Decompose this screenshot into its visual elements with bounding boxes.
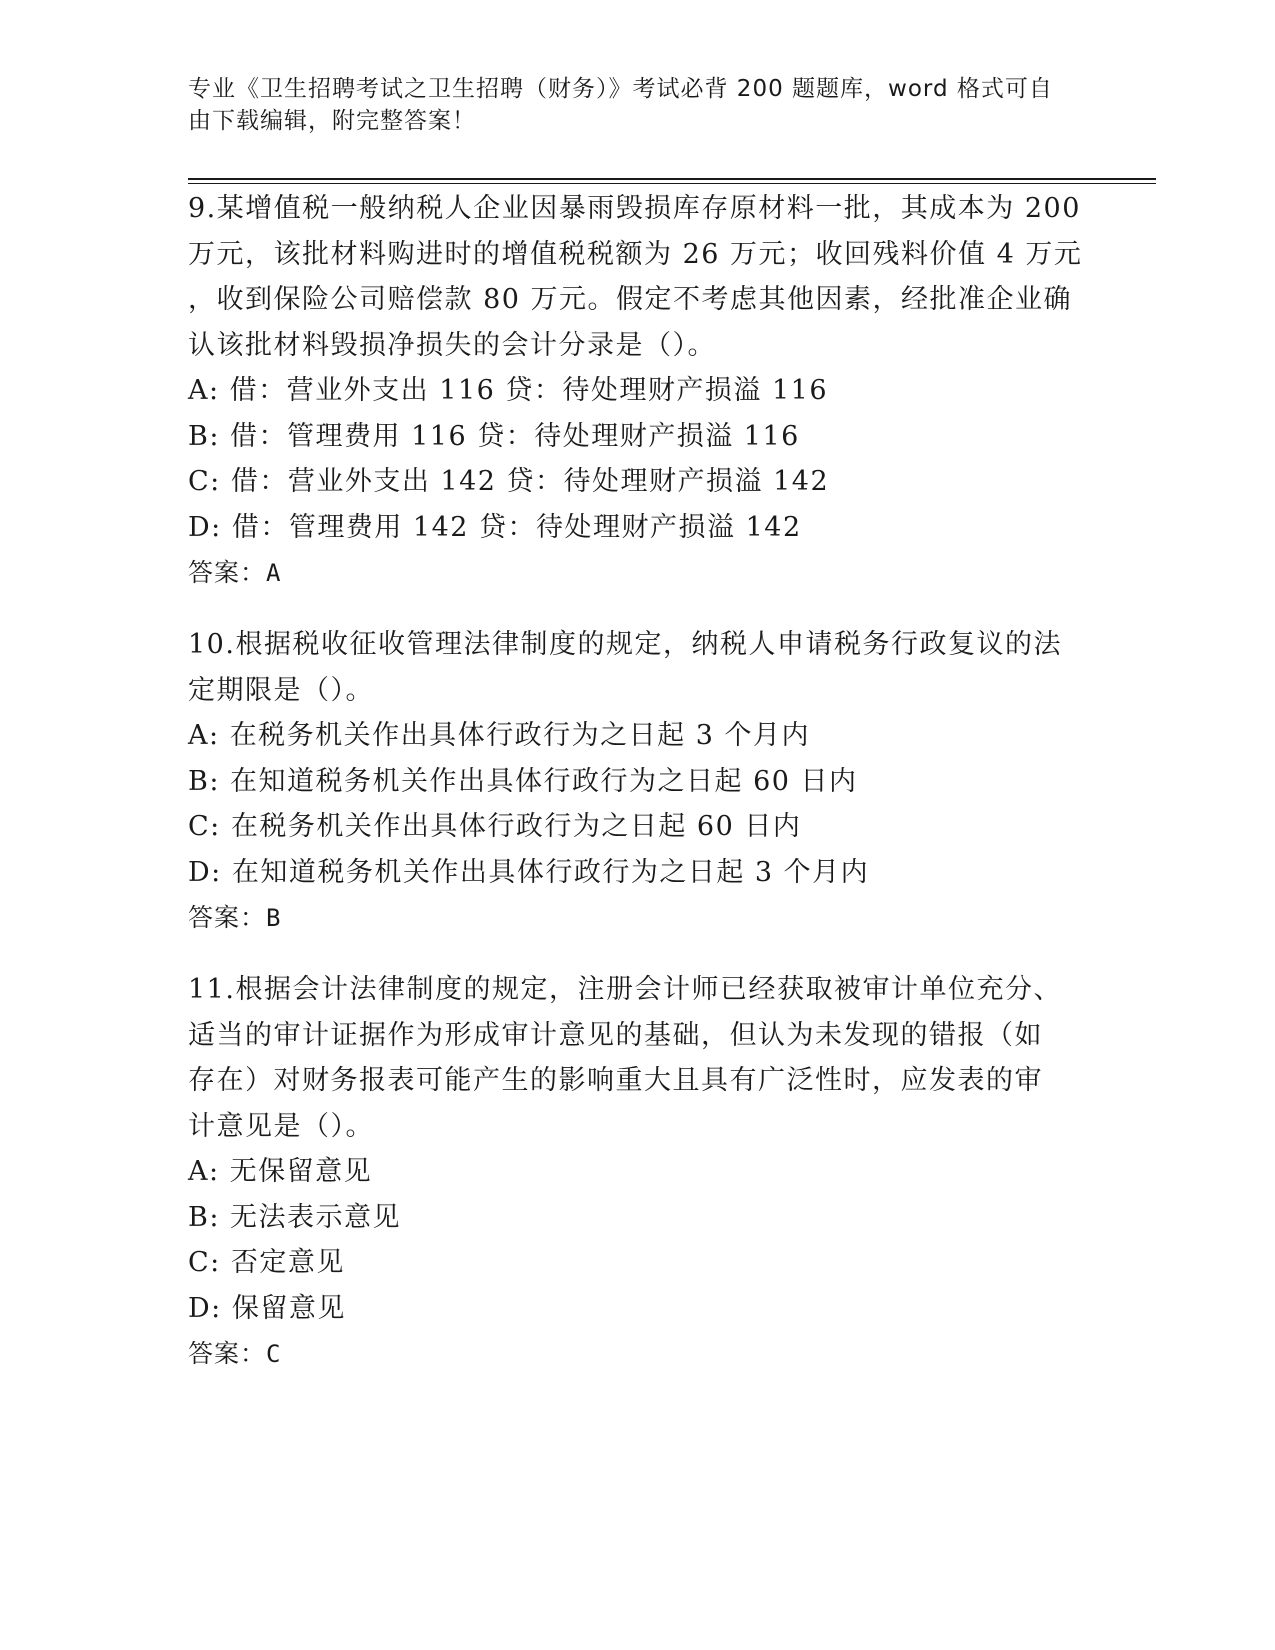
option-b: B: 在知道税务机关作出具体行政行为之日起 60 日内 [188, 765, 858, 797]
option-c: C: 否定意见 [188, 1247, 345, 1278]
header-rule-thick [188, 178, 1156, 180]
question-stem-line: 定期限是（）。 [188, 674, 374, 706]
question-stem-line: 适当的审计证据作为形成审计意见的基础，但认为未发现的错报（如 [188, 1019, 1043, 1051]
answer-line [188, 550, 1088, 596]
option-d: D: 在知道税务机关作出具体行政行为之日起 3 个月内 [188, 856, 870, 888]
option-c: C: 在税务机关作出具体行政行为之日起 60 日内 [188, 811, 802, 842]
option-a: A: 无保留意见 [188, 1156, 373, 1187]
question-10 [188, 622, 1088, 941]
option-a: A: 借：营业外支出 116 贷：待处理财产损溢 116 [188, 375, 828, 406]
header-line: 由下载编辑，附完整答案！ [188, 108, 476, 134]
answer-line [188, 1331, 1088, 1377]
question-stem-line: 9.某增值税一般纳税人企业因暴雨毁损库存原材料一批，其成本为 200 [188, 193, 1081, 224]
document-header [188, 73, 1088, 137]
question-stem-line: 万元，该批材料购进时的增值税税额为 26 万元；收回残料价值 4 万元 [188, 238, 1083, 270]
question-11 [188, 967, 1088, 1377]
answer-label: 答案： [188, 903, 267, 932]
question-stem-line: 11.根据会计法律制度的规定，注册会计师已经获取被审计单位充分、 [188, 974, 1062, 1005]
question-9 [188, 186, 1088, 596]
option-b: B: 无法表示意见 [188, 1201, 402, 1233]
answer-value: C [266, 1340, 282, 1368]
answer-label: 答案： [188, 558, 267, 587]
question-stem-line: 10.根据税收征收管理法律制度的规定，纳税人申请税务行政复议的法 [188, 629, 1062, 660]
question-stem-line: 认该批材料毁损净损失的会计分录是（）。 [188, 329, 716, 361]
answer-label: 答案： [188, 1339, 267, 1368]
answer-line [188, 895, 1088, 941]
option-a: A: 在税务机关作出具体行政行为之日起 3 个月内 [188, 720, 811, 751]
option-d: D: 借：管理费用 142 贷：待处理财产损溢 142 [188, 511, 802, 543]
header-rule-thin [188, 183, 1156, 184]
header-line: 专业《卫生招聘考试之卫生招聘（财务）》考试必背 200 题题库，word 格式可自 [188, 76, 1053, 102]
answer-value: B [266, 904, 282, 932]
question-stem-line: 存在）对财务报表可能产生的影响重大且具有广泛性时，应发表的审 [188, 1065, 1043, 1096]
answer-value: A [266, 559, 282, 587]
question-stem-line: 计意见是（）。 [188, 1110, 374, 1142]
option-b: B: 借：管理费用 116 贷：待处理财产损溢 116 [188, 420, 800, 452]
option-c: C: 借：营业外支出 142 贷：待处理财产损溢 142 [188, 466, 830, 497]
question-stem-line: ，收到保险公司赔偿款 80 万元。假定不考虑其他因素，经批准企业确 [188, 284, 1073, 315]
option-d: D: 保留意见 [188, 1292, 346, 1324]
